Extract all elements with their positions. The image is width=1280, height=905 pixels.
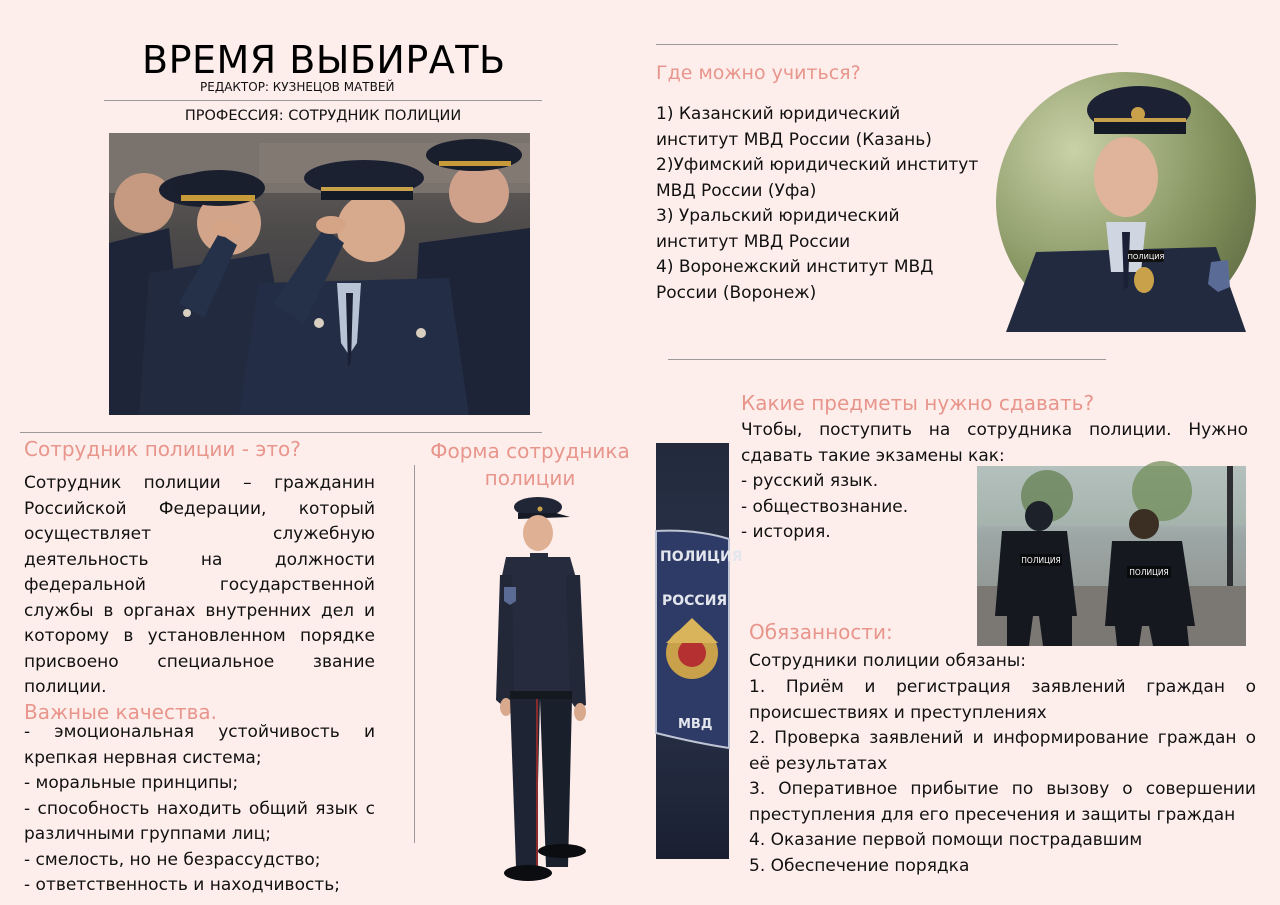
- svg-text:ПОЛИЦИЯ: ПОЛИЦИЯ: [1127, 253, 1165, 261]
- exams-heading: Какие предметы нужно сдавать?: [741, 391, 1095, 415]
- svg-text:ПОЛИЦИЯ: ПОЛИЦИЯ: [1129, 568, 1169, 577]
- top-right-divider: [656, 44, 1118, 45]
- magazine-title: ВРЕМЯ ВЫБИРАТЬ: [142, 38, 506, 82]
- list-item: - способность находить общий язык с различными группами лиц;: [24, 798, 375, 844]
- list-item: 3. Оперативное прибытие по вызову о совершении преступления для его пресечения и защиты граждан: [749, 779, 1256, 825]
- svg-text:ПОЛИЦИЯ: ПОЛИЦИЯ: [1021, 556, 1061, 565]
- list-item: - смелость, но не безрассудство;: [24, 849, 321, 870]
- duties-list: [749, 675, 1256, 879]
- svg-text:РОССИЯ: РОССИЯ: [662, 593, 728, 609]
- uniform-heading: Форма сотрудника полиции: [430, 439, 630, 490]
- list-item: 1. Приём и регистрация заявлений граждан о происшествиях и преступлениях: [749, 677, 1256, 723]
- police-patrol-photo: [977, 466, 1246, 646]
- exams-list: [741, 469, 971, 546]
- profession-label: ПРОФЕССИЯ: СОТРУДНИК ПОЛИЦИИ: [184, 108, 462, 124]
- list-item: 5. Обеспечение порядка: [749, 855, 970, 876]
- list-item: - моральные принципы;: [24, 773, 239, 793]
- middle-right-divider: [668, 359, 1106, 360]
- column-divider: [414, 465, 415, 843]
- list-item: 2. Проверка заявлений и информирование граждан о её результатах: [749, 728, 1256, 774]
- study-list: [656, 102, 986, 306]
- definition-text: Сотрудник полиции – гражданин Российской Федерации, который осуществляет служебную деятельность на должности федеральной государственной службы в органах внутренних дел и которому в установленном порядке присвоено специальное звание полиции.: [24, 473, 375, 697]
- list-item: 3) Уральский юридический институт МВД России: [656, 206, 900, 252]
- svg-text:ПОЛИЦИЯ: ПОЛИЦИЯ: [660, 549, 743, 565]
- list-item: - история.: [741, 522, 831, 542]
- svg-text:МВД: МВД: [678, 717, 713, 732]
- list-item: - русский язык.: [741, 471, 879, 491]
- exams-intro: Чтобы, поступить на сотрудника полиции. Нужно сдавать такие экзамены как:: [741, 420, 1248, 466]
- list-item: - ответственность и находчивость;: [24, 875, 340, 895]
- list-item: 4. Оказание первой помощи пострадавшим: [749, 830, 1143, 850]
- uniformed-officer-figure: [478, 495, 608, 887]
- editor-credit: РЕДАКТОР: КУЗНЕЦОВ МАТВЕЙ: [200, 80, 395, 94]
- list-item: - эмоциональная устойчивость и крепкая нервная система;: [24, 722, 375, 768]
- list-item: - обществознание.: [741, 496, 909, 517]
- saluting-officers-photo: [109, 133, 530, 415]
- study-heading: Где можно учиться?: [656, 62, 861, 84]
- sleeve-patch-photo: [656, 443, 743, 859]
- officer-portrait: [996, 72, 1256, 332]
- list-item: 1) Казанский юридический институт МВД России (Казань): [656, 104, 932, 150]
- qualities-list: [24, 720, 375, 899]
- duties-heading: Обязанности:: [749, 620, 893, 644]
- list-item: 2)Уфимский юридический институт МВД России (Уфа): [656, 155, 979, 201]
- list-item: 4) Воронежский институт МВД России (Воронеж): [656, 257, 934, 303]
- definition-heading: Сотрудник полиции - это?: [24, 437, 301, 461]
- qualities-heading: Важные качества.: [24, 700, 218, 724]
- header-divider: [104, 100, 542, 101]
- left-section-divider: [20, 432, 542, 433]
- duties-intro: Сотрудники полиции обязаны:: [749, 651, 1026, 671]
